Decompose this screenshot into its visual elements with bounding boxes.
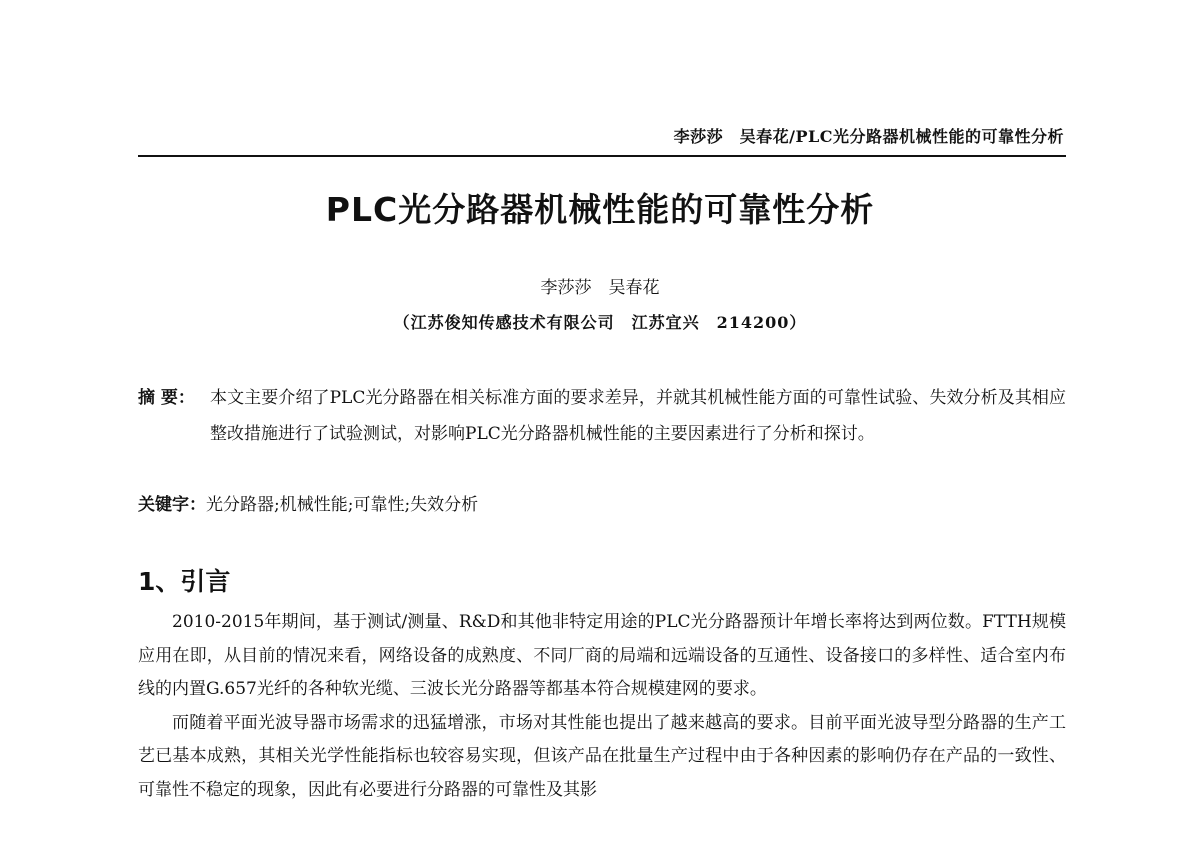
keywords-text: 光分路器;机械性能;可靠性;失效分析: [206, 495, 479, 515]
abstract: [138, 380, 1066, 452]
authors: 李莎莎 吴春花: [540, 278, 660, 298]
header-rule: [138, 155, 1066, 157]
keywords-label: 关键字：: [138, 495, 206, 515]
section-heading: 1、引言: [138, 567, 231, 596]
section-body: [138, 606, 1066, 807]
paper-title: PLC光分路器机械性能的可靠性分析: [325, 190, 875, 229]
affiliation: （江苏俊知传感技术有限公司 江苏宜兴 214200）: [393, 313, 807, 332]
body-paragraph: 2010-2015年期间，基于测试/测量、R&D和其他非特定用途的PLC光分路器预计年增长率将达到两位数。FTTH规模应用在即，从目前的情况来看，网络设备的成熟度、不同厂商的局端和远端设备的互通性、设备接口的多样性、适合室内布线的内置G.657光纤的各种软光缆、三波长光分路器等都基本符合规模建网的要求。: [138, 612, 1066, 699]
abstract-text: 本文主要介绍了PLC光分路器在相关标准方面的要求差异，并就其机械性能方面的可靠性试验、失效分析及其相应整改措施进行了试验测试，对影响PLC光分路器机械性能的主要因素进行了分析和探讨。: [210, 388, 1066, 444]
abstract-label: 摘 要：: [138, 388, 195, 408]
running-header: 李莎莎 吴春花/PLC光分路器机械性能的可靠性分析: [673, 127, 1064, 146]
body-paragraph: 而随着平面光波导器市场需求的迅猛增涨，市场对其性能也提出了越来越高的要求。目前平面光波导型分路器的生产工艺已基本成熟，其相关光学性能指标也较容易实现，但该产品在批量生产过程中由于各种因素的影响仍存在产品的一致性、可靠性不稳定的现象，因此有必要进行分路器的可靠性及其影: [138, 712, 1066, 800]
keywords: [138, 490, 1066, 520]
